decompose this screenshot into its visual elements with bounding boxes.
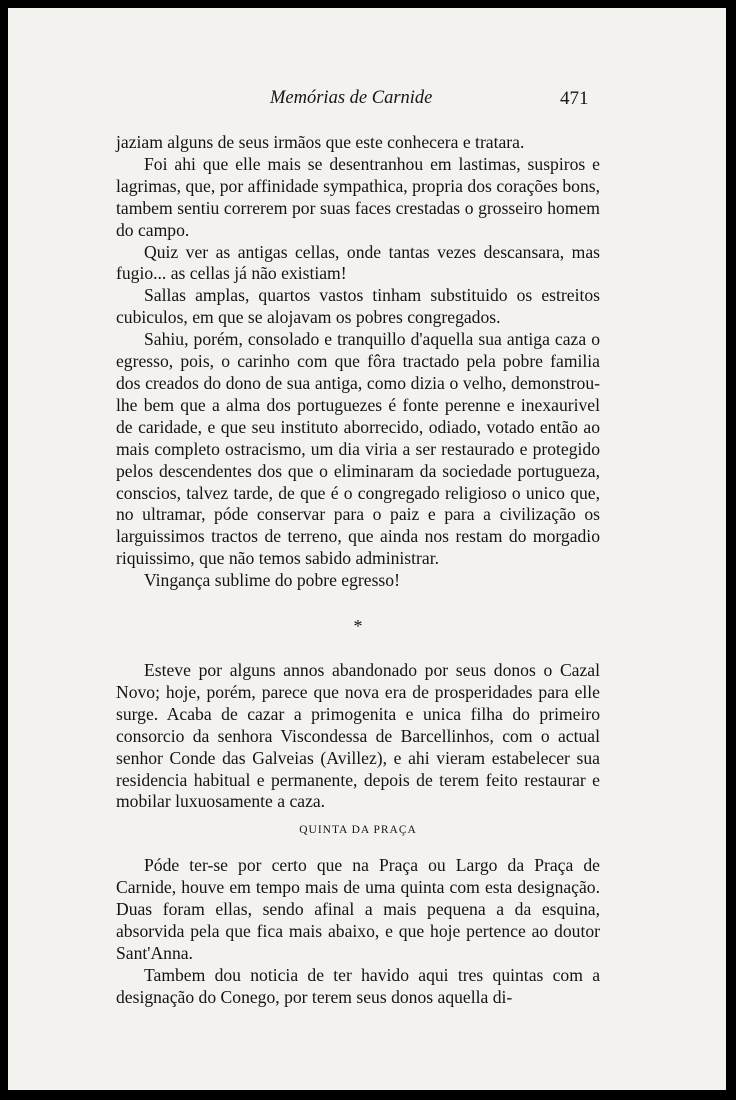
section-title: QUINTA DA PRAÇA: [299, 824, 417, 837]
page-number: 471: [560, 88, 589, 109]
paragraph-vengeance: Vingança sublime do pobre egresso!: [144, 570, 400, 591]
paragraph-conego: Tambem dou noticia de ter havido aqui tres quintas com a designação do Conego, por terem seus donos aquella di-: [116, 964, 600, 1007]
paragraph-cazal-novo: Esteve por alguns annos abandonado por seus donos o Cazal Novo; hoje, porém, parece que nova era de prosperidades para elle surge. Acaba de cazar a primogenita e unica filha do primeiro consorcio da senhora Viscondessa de Barcellinhos, com o actual senhor Conde das Galveias (Avillez), e ahi vieram estabelecer sua residencia habitual e permanente, depois de terem feito restaurar e mobilar luxuosamente a caza.: [116, 660, 600, 812]
body-text: [116, 132, 600, 1009]
page-header: [8, 88, 726, 114]
paragraph-continuation: jaziam alguns de seus irmãos que este conhecera e tratara.: [116, 132, 525, 152]
paragraph-lament: Foi ahi que elle mais se desentranhou em lastimas, suspiros e lagrimas, que, por affinidade sympathica, propria dos corações bons, tambem sentiu correrem por suas faces crestadas o grosseiro homem do campo.: [116, 153, 600, 240]
paragraph-quinta-praca: Póde ter-se por certo que na Praça ou Largo da Praça de Carnide, houve em tempo mais de uma quinta com esta designação. Duas foram ellas, sendo afinal a mais pequena a da esquina, absorvida pela que fica mais abaixo, e que hoje pertence ao doutor Sant'Anna.: [116, 855, 600, 963]
running-title: Memórias de Carnide: [270, 88, 433, 108]
paragraph-cells: Quiz ver as antigas cellas, onde tantas vezes descansara, mas fugio... as cellas já não existiam!: [116, 241, 600, 284]
section-separator: *: [353, 616, 363, 637]
book-page: [8, 8, 726, 1090]
paragraph-rooms: Sallas amplas, quartos vastos tinham substituido os estreitos cubiculos, em que se alojavam os pobres congregados.: [116, 285, 600, 328]
paragraph-egress: Sahiu, porém, consolado e tranquillo d'aquella sua antiga caza o egresso, pois, o carinho com que fôra tractado pela pobre familia dos creados do dono de sua antiga, como dizia o velho, demonstrou-lhe bem que a alma dos portuguezes é fonte perenne e inexaurivel de caridade, e que seu instituto aborrecido, odiado, votado então ao mais completo ostracismo, um dia viria a ser restaurado e protegido pelos descendentes dos que o eliminaram da sociedade portugueza, conscios, talvez tarde, de que é o congregado religioso o unico que, no ultramar, póde conservar para o paiz e para a civilização os larguissimos tractos de terreno, que ainda nos restam do morgadio riquissimo, que não temos sabido administrar.: [116, 329, 600, 569]
